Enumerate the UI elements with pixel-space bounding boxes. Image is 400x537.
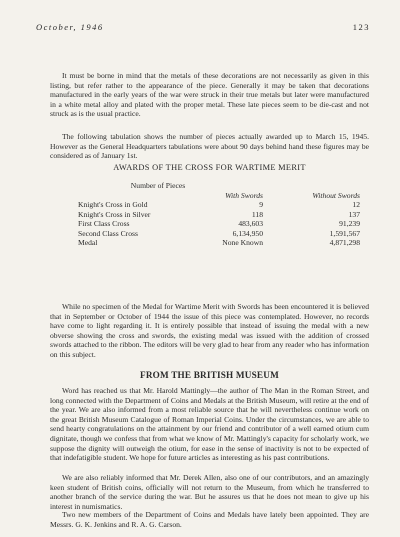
row-label: Medal: [78, 238, 98, 247]
table-row: [78, 210, 358, 220]
paragraph-tabulation-intro: The following tabulation shows the number of pieces actually awarded up to March 15, 1945. However as the General Headquarters tabulations were about 90 days behind hand these figures may be considered as of January 1st.: [50, 132, 369, 161]
table-caption: Number of Pieces: [130, 181, 186, 190]
row-label: First Class Cross: [78, 219, 130, 228]
with-swords-value: 483,603: [238, 219, 263, 228]
row-label: Knight's Cross in Silver: [78, 209, 151, 219]
without-swords-value: 12: [352, 200, 360, 209]
with-swords-value: 118: [251, 209, 263, 219]
without-swords-value: 91,239: [339, 219, 360, 228]
without-swords-value: 1,591,567: [329, 228, 360, 238]
table-caption-row: [78, 181, 358, 191]
row-label: Knight's Cross in Gold: [78, 200, 148, 209]
with-swords-value: 6,134,950: [232, 228, 263, 238]
col-header-without-swords: Without Swords: [312, 190, 360, 200]
table-row: [78, 229, 358, 239]
issue-date: October, 1946: [36, 22, 104, 32]
paragraph-wartime-merit-medal: While no specimen of the Medal for Wartime Merit with Swords has been encountered it is believed that in September or October of 1944 the issue of this piece was contemplated. However, no records have come to light regarding it. It is entirely possible that instead of issuing the medal with a new obverse showing the cross and swords, the existing medal was issued with the addition of crossed swords attached to the ribbon. The editors will be very glad to hear from any reader who has information on this subject.: [50, 302, 369, 359]
paragraph-derek-allen: We are also reliably informed that Mr. Derek Allen, also one of our contributors, and an amazingly keen student of British coins, officially will not return to the Museum, from which he transferred to another branch of the service during the war. But he assures us that he does not mean to give up his interest in numismatics.: [50, 473, 369, 511]
with-swords-value: 9: [259, 200, 263, 209]
col-header-with-swords: With Swords: [225, 190, 263, 200]
table-header-row: [78, 191, 358, 201]
paragraph-metals-note: It must be borne in mind that the metals of these decorations are not necessarily as given in this listing, but refer rather to the appearance of the piece. Generally it may be taken that decorations manufactured in the early years of the war were struck in their true metals but later were manufactured in a white metal alloy and plated with the proper metal. These late pieces seem to be die-cast and not struck as is the usual practice.: [50, 71, 369, 119]
with-swords-value: None Known: [222, 238, 263, 247]
table-row: [78, 219, 358, 229]
table-row: [78, 238, 358, 248]
paragraph-mattingly: Word has reached us that Mr. Harold Mattingly—the author of The Man in the Roman Street, and long connected with the Department of Coins and Medals at the British Museum, will retire at the end of the year. We are also informed from a most reliable source that he will nevertheless continue work on the great British Museum Catalogue of Roman Imperial Coins. Under the circumstances, we are able to send hearty congratulations on the attainment by our friend and contributor of a well earned otium cum dignitate, though we confess that from what we know of Mr. Mattingly's capacity for scholarly work, we suppose the dignity will outweigh the otium, for ease in the sense of inactivity is not to be expected of that indefatigible student. We hope for future articles as interesting as his past contributions.: [50, 386, 369, 463]
section-title: FROM THE BRITISH MUSEUM: [140, 370, 279, 380]
without-swords-value: 4,871,298: [329, 238, 360, 247]
table-row: [78, 200, 358, 210]
page-number: 123: [352, 22, 370, 32]
table-title: AWARDS OF THE CROSS FOR WARTIME MERIT: [113, 163, 306, 172]
awards-table: [78, 181, 358, 248]
paragraph-new-members: Two new members of the Department of Coins and Medals have lately been appointed. They are Messrs. G. K. Jenkins and R. A. G. Carson.: [50, 510, 369, 529]
without-swords-value: 137: [348, 209, 360, 219]
row-label: Second Class Cross: [78, 228, 138, 238]
